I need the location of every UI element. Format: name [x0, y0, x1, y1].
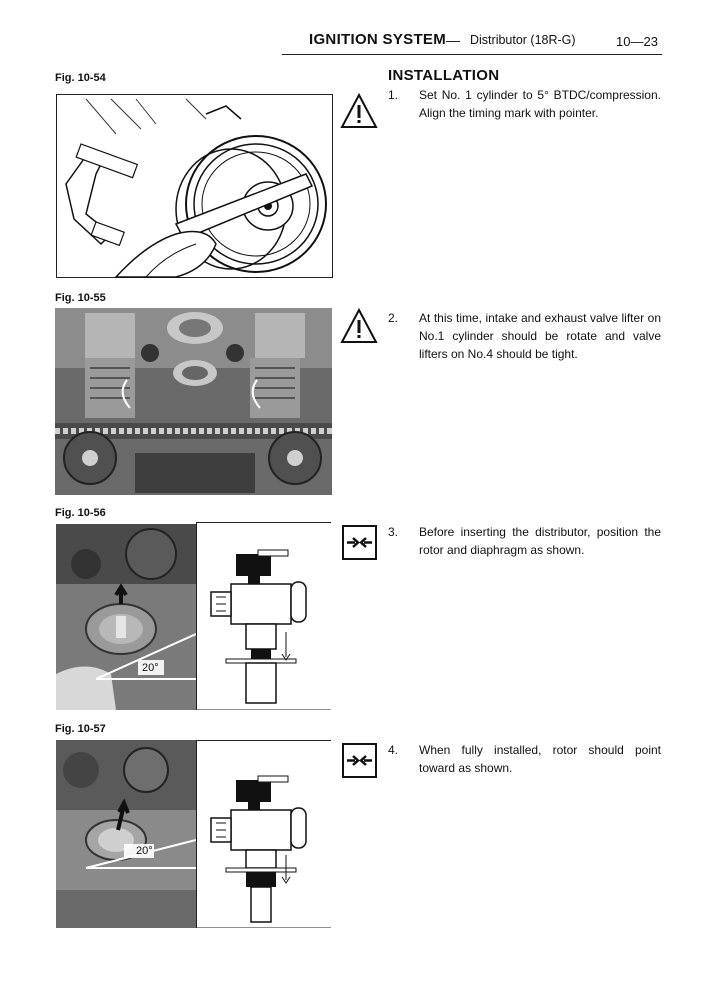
header-separator: — [446, 32, 460, 48]
step-number: 3. [388, 525, 399, 539]
crankshaft-pulley-illustration [56, 94, 333, 278]
header-rule [282, 54, 662, 55]
distributor-diagram [196, 740, 331, 928]
step-text: When fully installed, rotor should point toward as shown. [419, 743, 661, 775]
figure-label: Fig. 10-54 [55, 72, 106, 84]
step-text: At this time, intake and exhaust valve lifter on No.1 cylinder should be rotate and valve lifters on No.4 should be tight. [419, 311, 661, 361]
header-subtitle: Distributor (18R-G) [470, 33, 576, 47]
installed-distributor-photo [56, 740, 196, 928]
align-arrows-icon [342, 525, 377, 560]
header-title: IGNITION SYSTEM [309, 31, 447, 48]
step-number: 2. [388, 311, 399, 325]
step-number: 4. [388, 743, 399, 757]
distributor-rotor-photo [56, 524, 196, 710]
step-text: Set No. 1 cylinder to 5° BTDC/compression. Align the timing mark with pointer. [419, 88, 661, 120]
figure-label: Fig. 10-56 [55, 507, 106, 519]
angle-label: 20° [142, 662, 159, 674]
distributor-diagram [196, 522, 331, 710]
section-title: INSTALLATION [388, 67, 500, 84]
align-arrows-icon [342, 743, 377, 778]
camshaft-photo [55, 308, 332, 495]
page-number: 10—23 [616, 34, 658, 49]
caution-triangle-icon [340, 308, 378, 344]
step-text: Before inserting the distributor, position the rotor and diaphragm as shown. [419, 525, 661, 557]
step-number: 1. [388, 88, 399, 102]
figure-label: Fig. 10-55 [55, 292, 106, 304]
angle-label: 20° [136, 845, 153, 857]
figure-label: Fig. 10-57 [55, 723, 106, 735]
caution-triangle-icon [340, 93, 378, 129]
